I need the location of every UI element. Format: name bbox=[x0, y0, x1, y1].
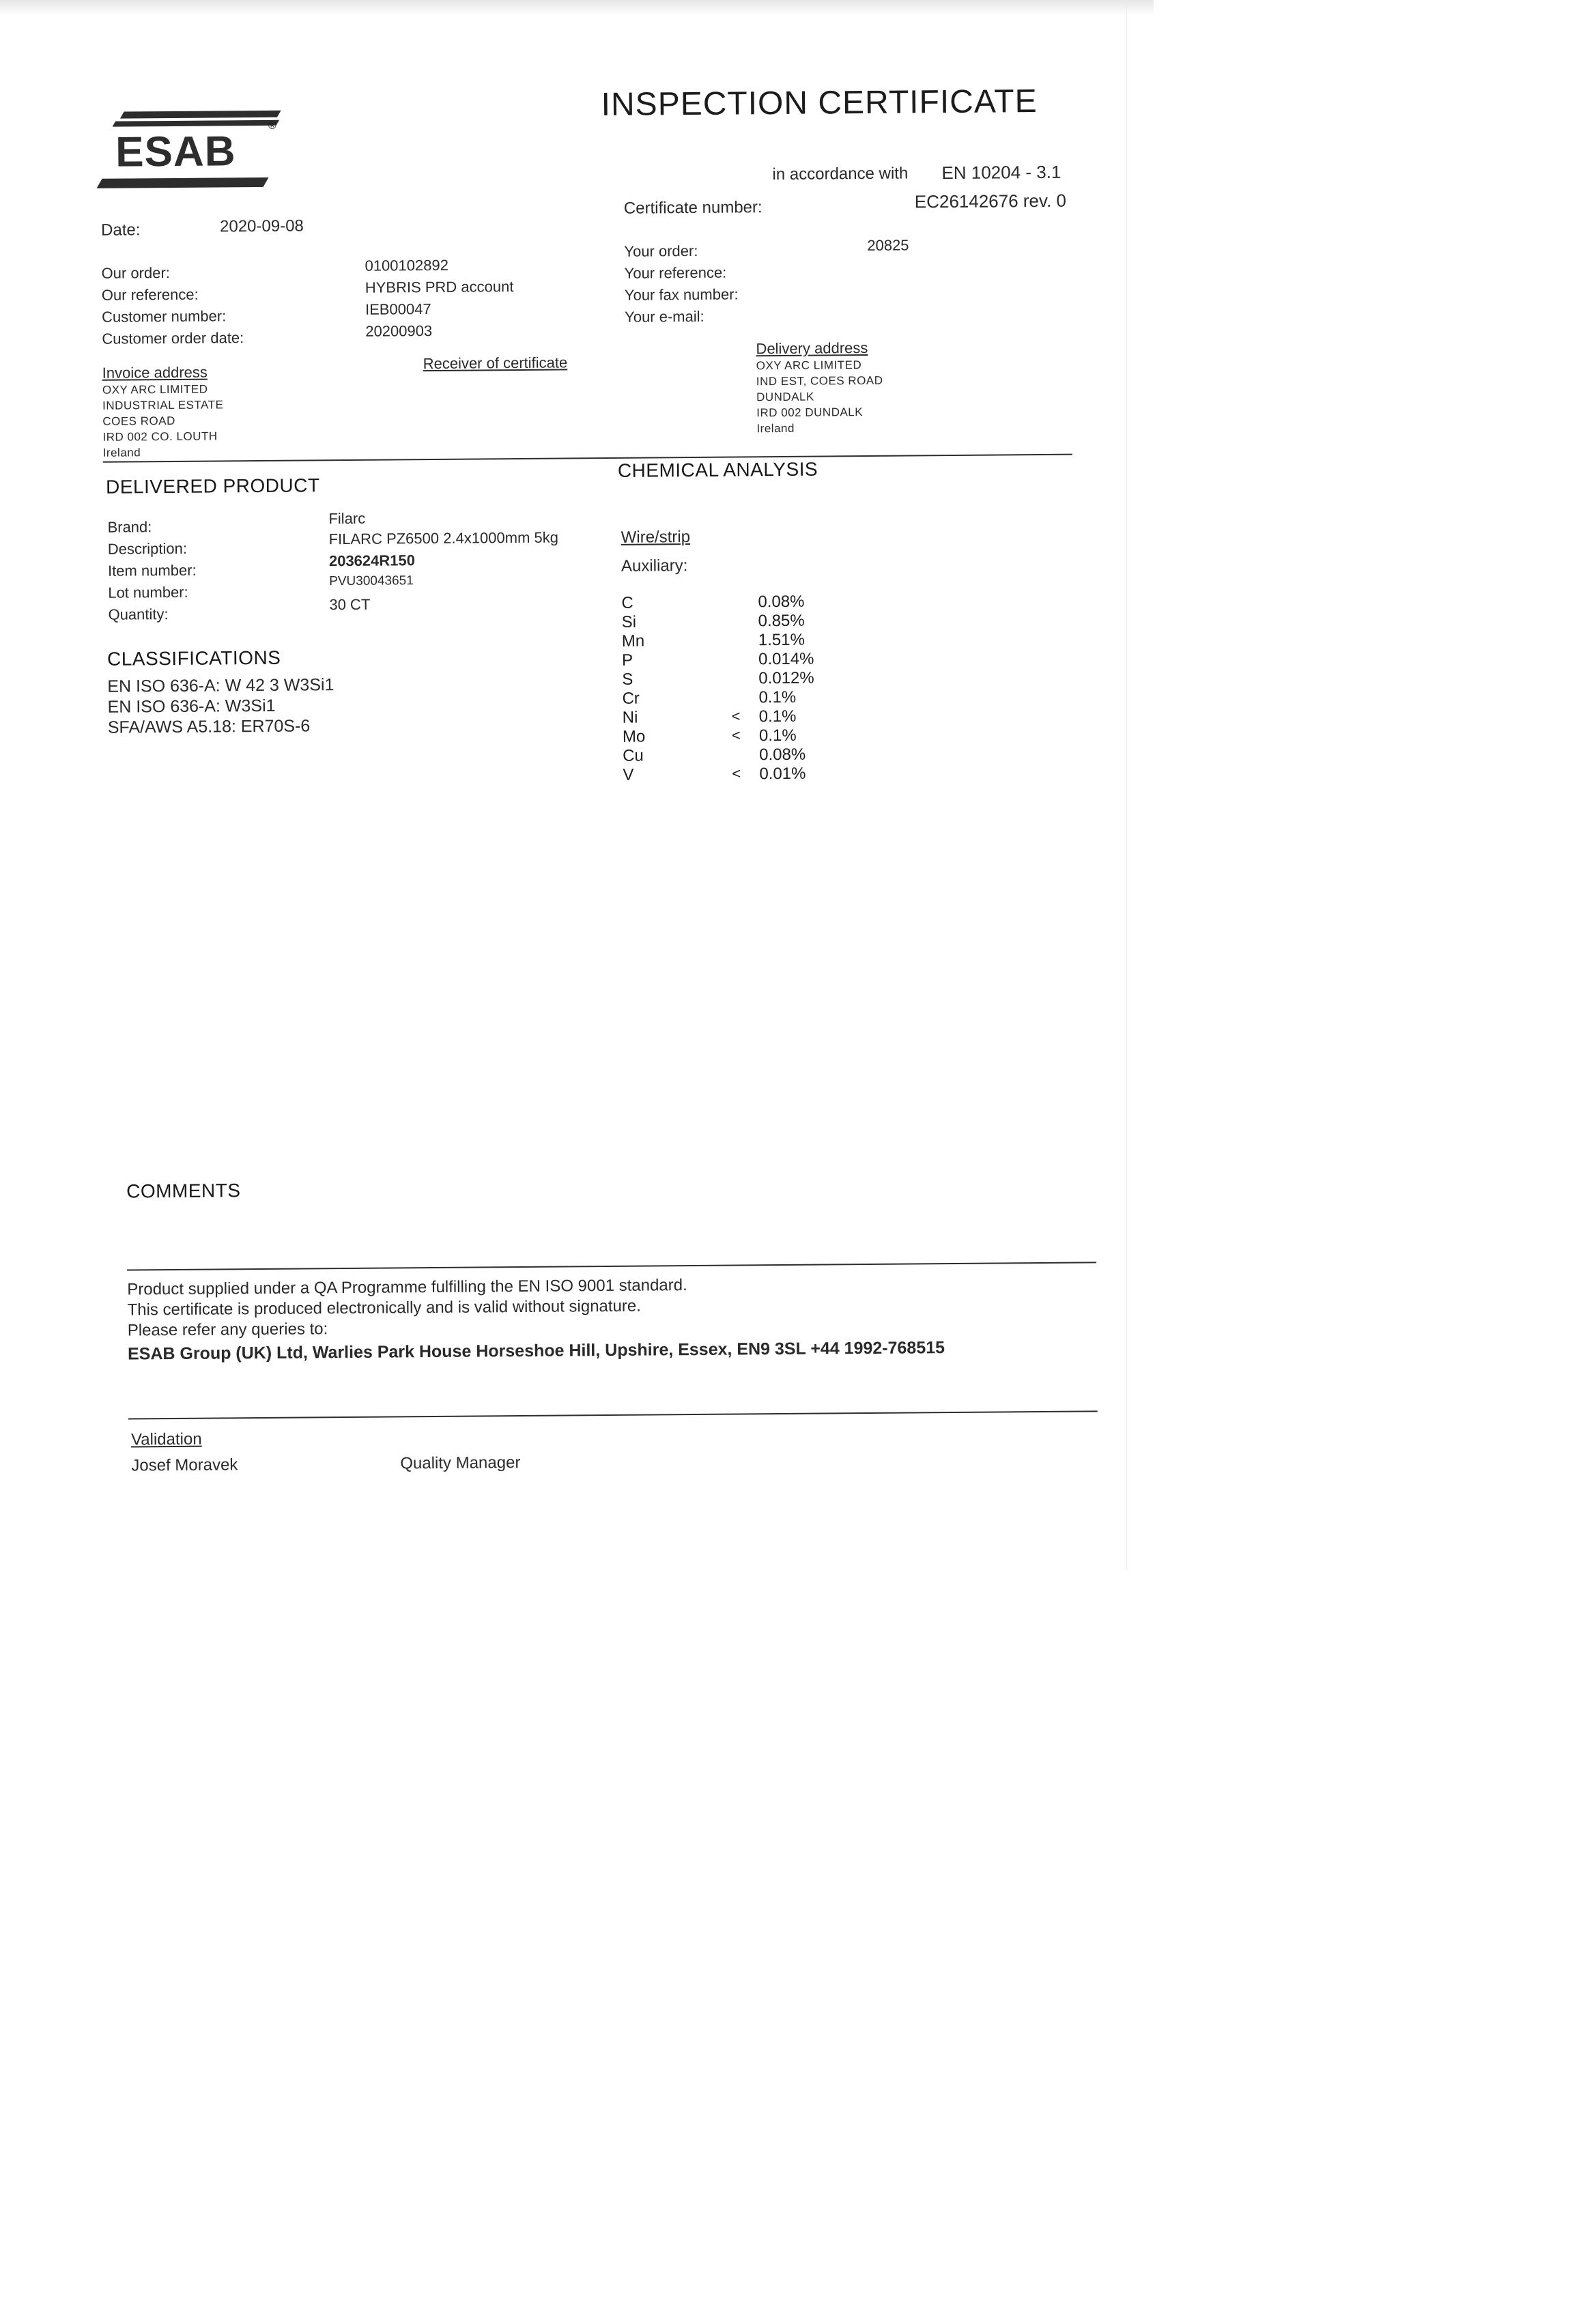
your-fax-label: Your fax number: bbox=[624, 285, 739, 304]
chem-value: 1.51% bbox=[758, 630, 806, 650]
item-number-label: Item number: bbox=[107, 561, 197, 580]
brand-label: Brand: bbox=[107, 518, 152, 536]
chem-row-cu bbox=[623, 745, 868, 766]
chem-element: Mo bbox=[622, 727, 646, 746]
invoice-address-line: COES ROAD bbox=[102, 414, 175, 428]
chem-value: 0.08% bbox=[758, 592, 805, 612]
description-label: Description: bbox=[107, 539, 188, 558]
logo-stripe-bottom bbox=[97, 177, 269, 188]
comment-line: Product supplied under a QA Programme fulfilling the EN ISO 9001 standard. bbox=[127, 1276, 687, 1299]
logo-stripe-top bbox=[120, 111, 281, 119]
chem-element: Ni bbox=[622, 708, 638, 727]
chem-row-ni bbox=[623, 707, 868, 728]
certificate-sheet bbox=[82, 40, 1104, 1509]
chem-value: 0.014% bbox=[758, 649, 814, 669]
contact-line: ESAB Group (UK) Ltd, Warlies Park House Horseshoe Hill, Upshire, Essex, EN9 3SL +44 1992-768515 bbox=[127, 1338, 945, 1364]
esab-logo bbox=[95, 101, 287, 191]
chem-element: V bbox=[623, 765, 634, 784]
page-title: INSPECTION CERTIFICATE bbox=[601, 83, 1038, 124]
chemical-composition-table bbox=[621, 592, 868, 799]
our-reference-value: HYBRIS PRD account bbox=[365, 278, 514, 296]
scan-shadow bbox=[0, 0, 1154, 15]
chem-row-s bbox=[622, 668, 868, 689]
quantity-value: 30 CT bbox=[329, 595, 371, 614]
invoice-address-line: INDUSTRIAL ESTATE bbox=[102, 398, 224, 412]
chem-value: 0.1% bbox=[758, 707, 797, 726]
comments-heading: COMMENTS bbox=[126, 1180, 241, 1202]
lot-number-label: Lot number: bbox=[108, 583, 188, 601]
customer-number-value: IEB00047 bbox=[365, 300, 431, 318]
certificate-number-value: EC26142676 rev. 0 bbox=[914, 190, 1067, 212]
delivery-address-line: DUNDALK bbox=[756, 390, 814, 404]
your-reference-label: Your reference: bbox=[624, 264, 727, 282]
lot-number-value: PVU30043651 bbox=[329, 573, 414, 589]
classification-line: EN ISO 636-A: W 42 3 W3Si1 bbox=[107, 675, 334, 696]
quantity-label: Quantity: bbox=[108, 606, 169, 623]
section-divider bbox=[103, 454, 1072, 463]
standard-value: EN 10204 - 3.1 bbox=[941, 161, 1061, 184]
logo-stripe-mid bbox=[113, 120, 280, 127]
invoice-address-title: Invoice address bbox=[102, 363, 208, 382]
chem-value: 0.01% bbox=[759, 764, 806, 784]
chem-qualifier: < bbox=[732, 765, 741, 782]
chem-element: Si bbox=[621, 612, 637, 631]
chem-element: P bbox=[621, 651, 633, 670]
brand-value: Filarc bbox=[328, 509, 366, 528]
item-number-value: 203624R150 bbox=[328, 552, 416, 570]
delivery-address-line: IRD 002 DUNDALK bbox=[756, 405, 864, 420]
registered-mark: ® bbox=[268, 119, 276, 132]
customer-order-date-value: 20200903 bbox=[365, 322, 433, 340]
chem-value: 0.08% bbox=[759, 745, 806, 765]
auxiliary-label: Auxiliary: bbox=[621, 556, 688, 575]
validator-role: Quality Manager bbox=[400, 1453, 521, 1473]
classification-line: EN ISO 636-A: W3Si1 bbox=[107, 696, 276, 717]
chem-value: 0.1% bbox=[758, 726, 797, 745]
chem-element: S bbox=[622, 670, 633, 689]
delivery-address-line: IND EST, COES ROAD bbox=[756, 373, 883, 388]
chem-row-si bbox=[622, 611, 868, 632]
chem-row-v bbox=[623, 764, 868, 785]
chem-row-mo bbox=[623, 726, 868, 747]
chem-row-p bbox=[622, 649, 868, 670]
delivery-address-line: OXY ARC LIMITED bbox=[756, 358, 862, 373]
validation-title: Validation bbox=[130, 1429, 202, 1449]
delivery-address-title: Delivery address bbox=[756, 339, 868, 358]
classifications-heading: CLASSIFICATIONS bbox=[106, 646, 281, 670]
chem-qualifier: < bbox=[731, 707, 741, 725]
our-reference-label: Our reference: bbox=[101, 285, 199, 304]
chem-qualifier: < bbox=[731, 726, 741, 744]
standard-label: in accordance with bbox=[772, 164, 909, 184]
wire-strip-label: Wire/strip bbox=[621, 528, 691, 547]
logo-text: ESAB bbox=[115, 128, 236, 176]
chem-value: 0.1% bbox=[758, 687, 797, 707]
invoice-address-line: OXY ARC LIMITED bbox=[102, 382, 208, 397]
our-order-label: Our order: bbox=[101, 264, 170, 282]
comment-line: This certificate is produced electronically and is valid without signature. bbox=[127, 1296, 641, 1320]
chemical-analysis-heading: CHEMICAL ANALYSIS bbox=[617, 458, 818, 481]
validator-name: Josef Moravek bbox=[131, 1455, 238, 1475]
chem-element: Cu bbox=[623, 746, 644, 765]
comment-line: Please refer any queries to: bbox=[127, 1320, 328, 1340]
certificate-number-label: Certificate number: bbox=[623, 198, 763, 218]
your-order-value: 20825 bbox=[867, 236, 909, 254]
invoice-address-line: Ireland bbox=[102, 446, 141, 459]
classification-line: SFA/AWS A5.18: ER70S-6 bbox=[107, 716, 311, 737]
invoice-address-line: IRD 002 CO. LOUTH bbox=[102, 429, 218, 444]
delivered-product-heading: DELIVERED PRODUCT bbox=[105, 474, 320, 498]
chem-value: 0.012% bbox=[758, 668, 814, 688]
our-order-value: 0100102892 bbox=[365, 256, 448, 274]
delivery-address-line: Ireland bbox=[756, 421, 795, 436]
scan-edge bbox=[1126, 0, 1127, 1570]
chem-element: C bbox=[621, 593, 633, 612]
validation-divider bbox=[128, 1410, 1098, 1419]
customer-order-date-label: Customer order date: bbox=[102, 329, 244, 347]
your-order-label: Your order: bbox=[624, 242, 698, 260]
chem-row-c bbox=[621, 592, 867, 613]
chem-value: 0.85% bbox=[758, 611, 805, 631]
chem-row-cr bbox=[622, 687, 868, 709]
your-email-label: Your e-mail: bbox=[625, 307, 704, 326]
comments-divider bbox=[127, 1262, 1096, 1270]
customer-number-label: Customer number: bbox=[101, 307, 227, 326]
receiver-of-certificate-label: Receiver of certificate bbox=[423, 354, 568, 373]
chem-element: Cr bbox=[622, 689, 640, 708]
description-value: FILARC PZ6500 2.4x1000mm 5kg bbox=[328, 528, 559, 548]
chem-row-mn bbox=[622, 630, 868, 651]
chem-element: Mn bbox=[621, 631, 645, 651]
date-label: Date: bbox=[100, 220, 141, 240]
date-value: 2020-09-08 bbox=[219, 216, 304, 236]
